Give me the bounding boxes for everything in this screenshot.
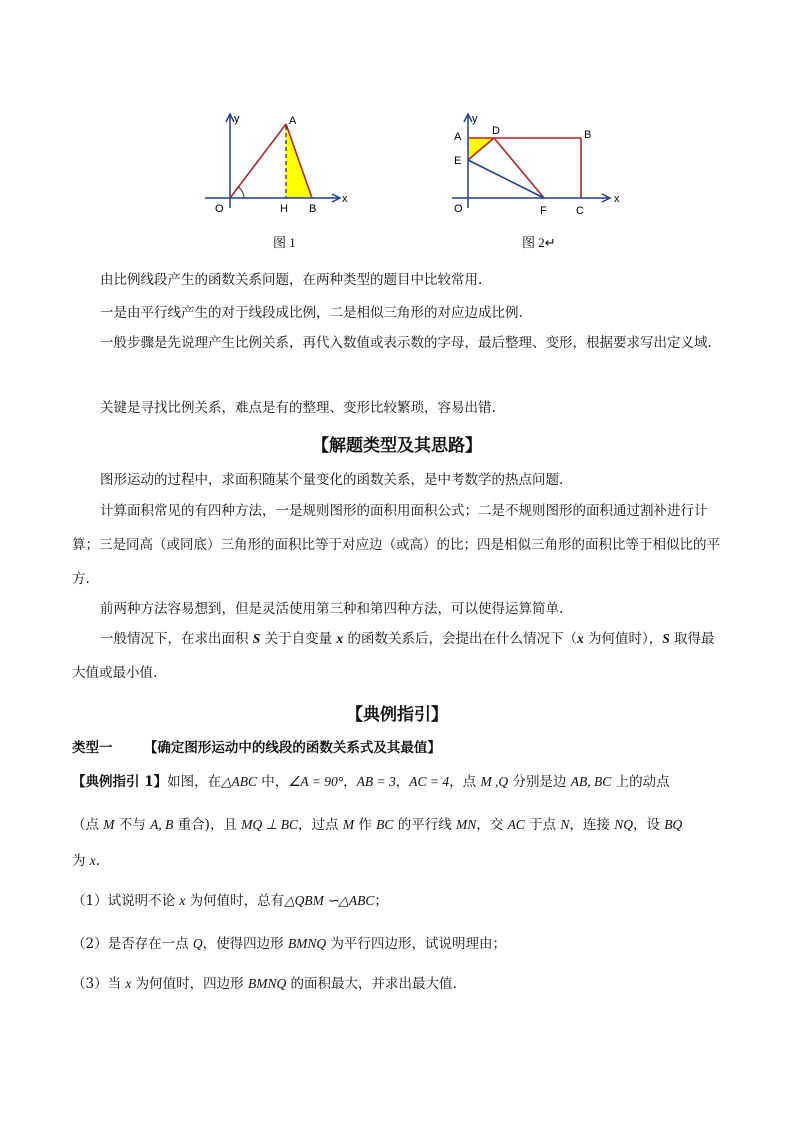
example-ab2: A, B	[150, 817, 174, 832]
example-text-1b: 中，	[256, 774, 289, 790]
figure-2-caption: 图 2↵	[522, 235, 556, 250]
example-sep1: ，	[343, 774, 357, 790]
example-mq: M ,Q	[480, 774, 509, 789]
example-text-3a: 为	[72, 853, 90, 869]
label-B: B	[584, 129, 592, 141]
question-3	[72, 974, 457, 994]
label-C: C	[576, 205, 584, 217]
para8-var-S: S	[252, 631, 261, 646]
label-E: E	[454, 155, 462, 167]
para8-var-x2: x	[576, 631, 584, 646]
figure-1-caption: 图 1	[273, 235, 296, 250]
q3-text-c: 的面积最大，并求出最大值.	[286, 976, 457, 992]
para8-text-3: 的函数关系后，会提出在什么情况下（	[343, 631, 577, 647]
label-D: D	[492, 125, 500, 137]
example-text-2d: ，过点	[298, 817, 343, 833]
example-text-2f: 的平行线	[393, 817, 457, 833]
line-OA	[230, 124, 286, 198]
example-ac2: AC	[507, 817, 525, 832]
example-nq: NQ	[614, 817, 633, 832]
type1-line	[72, 738, 441, 758]
example-line-2	[72, 815, 682, 835]
example-abbc: AB, BC	[570, 774, 612, 789]
example-angle: ∠A = 90°	[288, 774, 344, 789]
paragraph-7: 前两种方法容易想到，但是灵活使用第三种和第四种方法，可以使得运算简单.	[100, 601, 564, 617]
paragraph-6: 计算面积常见的有四种方法，一是规则图形的面积用面积公式；二是不规则图形的面积通过割补进行计算；三是同高（或同底）三角形的面积比等于对应边（或高）的比；四是相似三角形的面积比等于相似比的平方.	[72, 503, 720, 587]
example-line-3	[72, 851, 100, 871]
label-F: F	[540, 205, 547, 217]
example-text-3b: .	[95, 853, 101, 869]
paragraph-8	[72, 622, 722, 690]
example-tri: △ABC	[221, 774, 257, 789]
q3-var-x: x	[125, 976, 132, 991]
example-text-2i: ，连接	[569, 817, 615, 833]
example-sep2: ，	[395, 774, 410, 790]
section-heading-examples: 【典例指引】	[346, 705, 448, 725]
example-text-2g: ，交	[476, 817, 508, 833]
example-x: x	[89, 853, 96, 868]
example-tag: 【典例指引 1】	[72, 774, 168, 790]
example-text-2c: 重合)，且	[173, 817, 242, 833]
q1-text-a: （1）试说明不论	[72, 893, 180, 909]
figure-2-diagram	[448, 108, 638, 223]
example-text-1d: 分别是边	[508, 774, 571, 790]
para8-var-S2: S	[662, 631, 670, 646]
paragraph-3: 一般步骤是先说理产生比例关系，再代入数值或表示数的字母，最后整理、变形，根据要求写出定义域.	[100, 335, 712, 351]
example-line-1	[72, 772, 670, 792]
label-A: A	[289, 115, 297, 127]
example-text-1e: 上的动点	[611, 774, 670, 790]
example-text-2h: 于点	[524, 817, 561, 833]
q2-var-q: Q	[192, 936, 203, 951]
label-y: y	[234, 113, 240, 125]
q2-text-c: 为平行四边形，试说明理由；	[326, 936, 506, 952]
para8-text-2: 关于自变量	[260, 631, 337, 647]
label-O: O	[215, 203, 224, 215]
q3-text-b: 为何值时，四边形	[131, 976, 248, 992]
q2-text-b: ，使得四边形	[202, 936, 288, 952]
para8-text-5: 取得最大值或最小值.	[72, 631, 715, 681]
example-bq: BQ	[664, 817, 683, 832]
q1-var-x: x	[179, 893, 186, 908]
example-ac: AC = 4	[409, 774, 450, 789]
question-1	[72, 891, 388, 911]
angle-arc	[239, 187, 245, 198]
example-n: N	[560, 817, 570, 832]
label-x: x	[342, 193, 348, 205]
example-ab: AB = 3	[356, 774, 396, 789]
example-m2: M	[342, 817, 355, 832]
line-EF	[468, 160, 544, 198]
paragraph-2: 一是由平行线产生的对于线段成比例，二是相似三角形的对应边成比例.	[100, 305, 523, 321]
paragraph-4: 关键是寻找比例关系，难点是有的整理、变形比较繁琐，容易出错.	[100, 400, 496, 416]
question-2	[72, 934, 506, 954]
example-text-1a: 如图，在	[167, 774, 222, 790]
label-B: B	[309, 203, 317, 215]
example-text-2a: （点	[72, 817, 104, 833]
q3-quad: BMNQ	[247, 976, 287, 991]
q1-text-b: 为何值时，总有	[185, 893, 285, 909]
section-heading-solution-types: 【解题类型及其思路】	[312, 436, 482, 456]
para8-var-x: x	[336, 631, 344, 646]
example-perp: MQ ⊥ BC	[241, 817, 299, 832]
example-text-2b: 不与	[114, 817, 151, 833]
q1-sim: △QBM ∽△ABC	[284, 893, 375, 908]
para8-text-4: 为何值时），	[583, 631, 663, 647]
figure-1-diagram	[200, 108, 360, 218]
q1-text-c: ；	[374, 893, 388, 909]
para8-text-1: 一般情况下，在求出面积	[100, 631, 253, 647]
line-DF	[494, 138, 544, 198]
example-text-2j: ，设	[633, 817, 665, 833]
example-text-2e: 作	[354, 817, 377, 833]
type1-title: 【确定图形运动中的线段的函数关系式及其最值】	[143, 740, 441, 756]
q3-text-a: （3）当	[72, 976, 126, 992]
example-m: M	[103, 817, 115, 832]
paragraph-5: 图形运动的过程中，求面积随某个量变化的函数关系，是中考数学的热点问题.	[100, 472, 564, 488]
example-mn: MN	[456, 817, 477, 832]
label-O: O	[454, 203, 463, 215]
figure-2	[448, 108, 638, 223]
paragraph-1: 由比例线段产生的函数关系问题，在两种类型的题目中比较常用.	[100, 272, 483, 288]
figure-1	[200, 108, 360, 218]
q2-text-a: （2）是否存在一点	[72, 936, 193, 952]
label-H: H	[280, 203, 288, 215]
q2-quad: BMNQ	[287, 936, 327, 951]
type1-label: 类型一	[72, 740, 113, 756]
label-x: x	[614, 193, 620, 205]
example-text-1c: ，点	[449, 774, 481, 790]
label-A: A	[454, 131, 462, 143]
label-y: y	[472, 113, 478, 125]
example-bc: BC	[376, 817, 394, 832]
